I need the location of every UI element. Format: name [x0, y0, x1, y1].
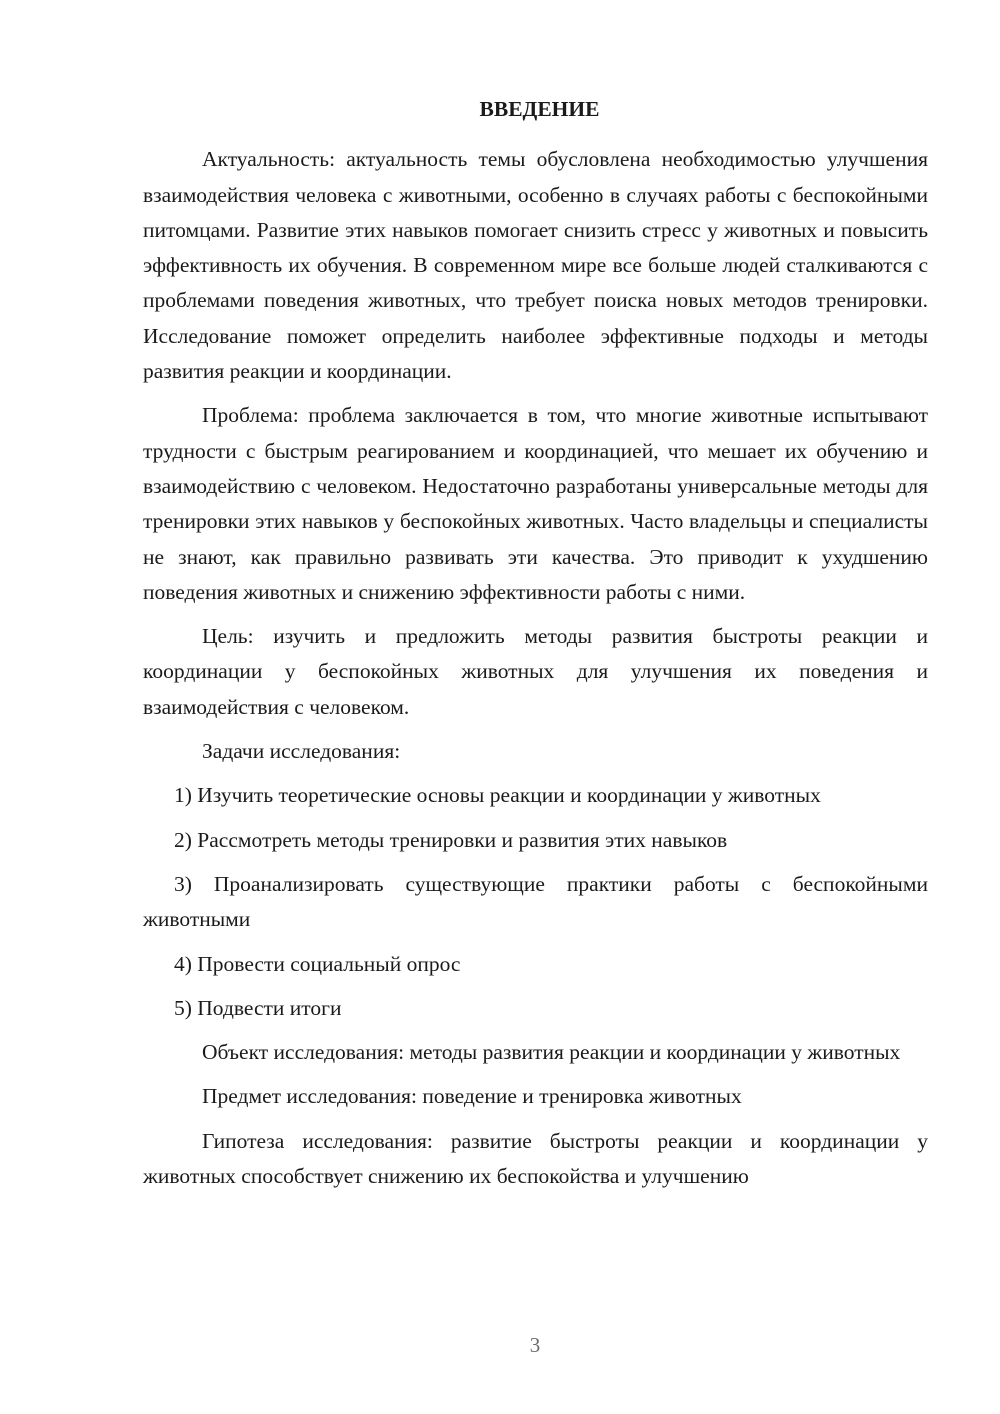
page-title: ВВЕДЕНИЕ [479, 97, 600, 121]
paragraph-goal: Цель: изучить и предложить методы развития быстроты реакции и координации у беспокойных животных для улучшения их поведения и взаимодействия с человеком. [143, 624, 928, 719]
paragraph-subject: Предмет исследования: поведение и тренировка животных [202, 1084, 742, 1109]
page-number: 3 [529, 1333, 541, 1357]
paragraph-problem: Проблема: проблема заключается в том, что многие животные испытывают трудности с быстрым реагированием и координацией, что мешает их обучению и взаимодействию с человеком. Недостаточно разработаны универсальные методы для тренировки этих навыков у беспокойных животных. Часто владельцы и специалисты не знают, как правильно развивать эти качества. Это приводит к ухудшению поведения животных и снижению эффективности работы с ними. [143, 403, 928, 604]
paragraph-relevance: Актуальность: актуальность темы обусловлена необходимостью улучшения взаимодействия человека с животными, особенно в случаях работы с беспокойными питомцами. Развитие этих навыков помогает снизить стресс у животных и повысить эффективность их обучения. В современном мире все больше людей сталкиваются с проблемами поведения животных, что требует поиска новых методов тренировки. Исследование поможет определить наиболее эффективные подходы и методы развития реакции и координации. [143, 147, 928, 384]
task-item-4: 4) Провести социальный опрос [174, 951, 461, 976]
task-item-5: 5) Подвести итоги [174, 995, 342, 1020]
document-page [143, 92, 928, 1203]
task-item-1: 1) Изучить теоретические основы реакции и координации у животных [174, 783, 821, 808]
tasks-heading: Задачи исследования: [202, 739, 401, 764]
paragraph-object: Объект исследования: методы развития реакции и координации у животных [202, 1040, 901, 1065]
task-item-2: 2) Рассмотреть методы тренировки и развития этих навыков [174, 827, 728, 852]
paragraph-hypothesis: Гипотеза исследования: развитие быстроты реакции и координации у животных способствует снижению их беспокойства и улучшению [143, 1128, 928, 1189]
task-item-3: 3) Проанализировать существующие практики работы с беспокойными животными [143, 871, 928, 932]
